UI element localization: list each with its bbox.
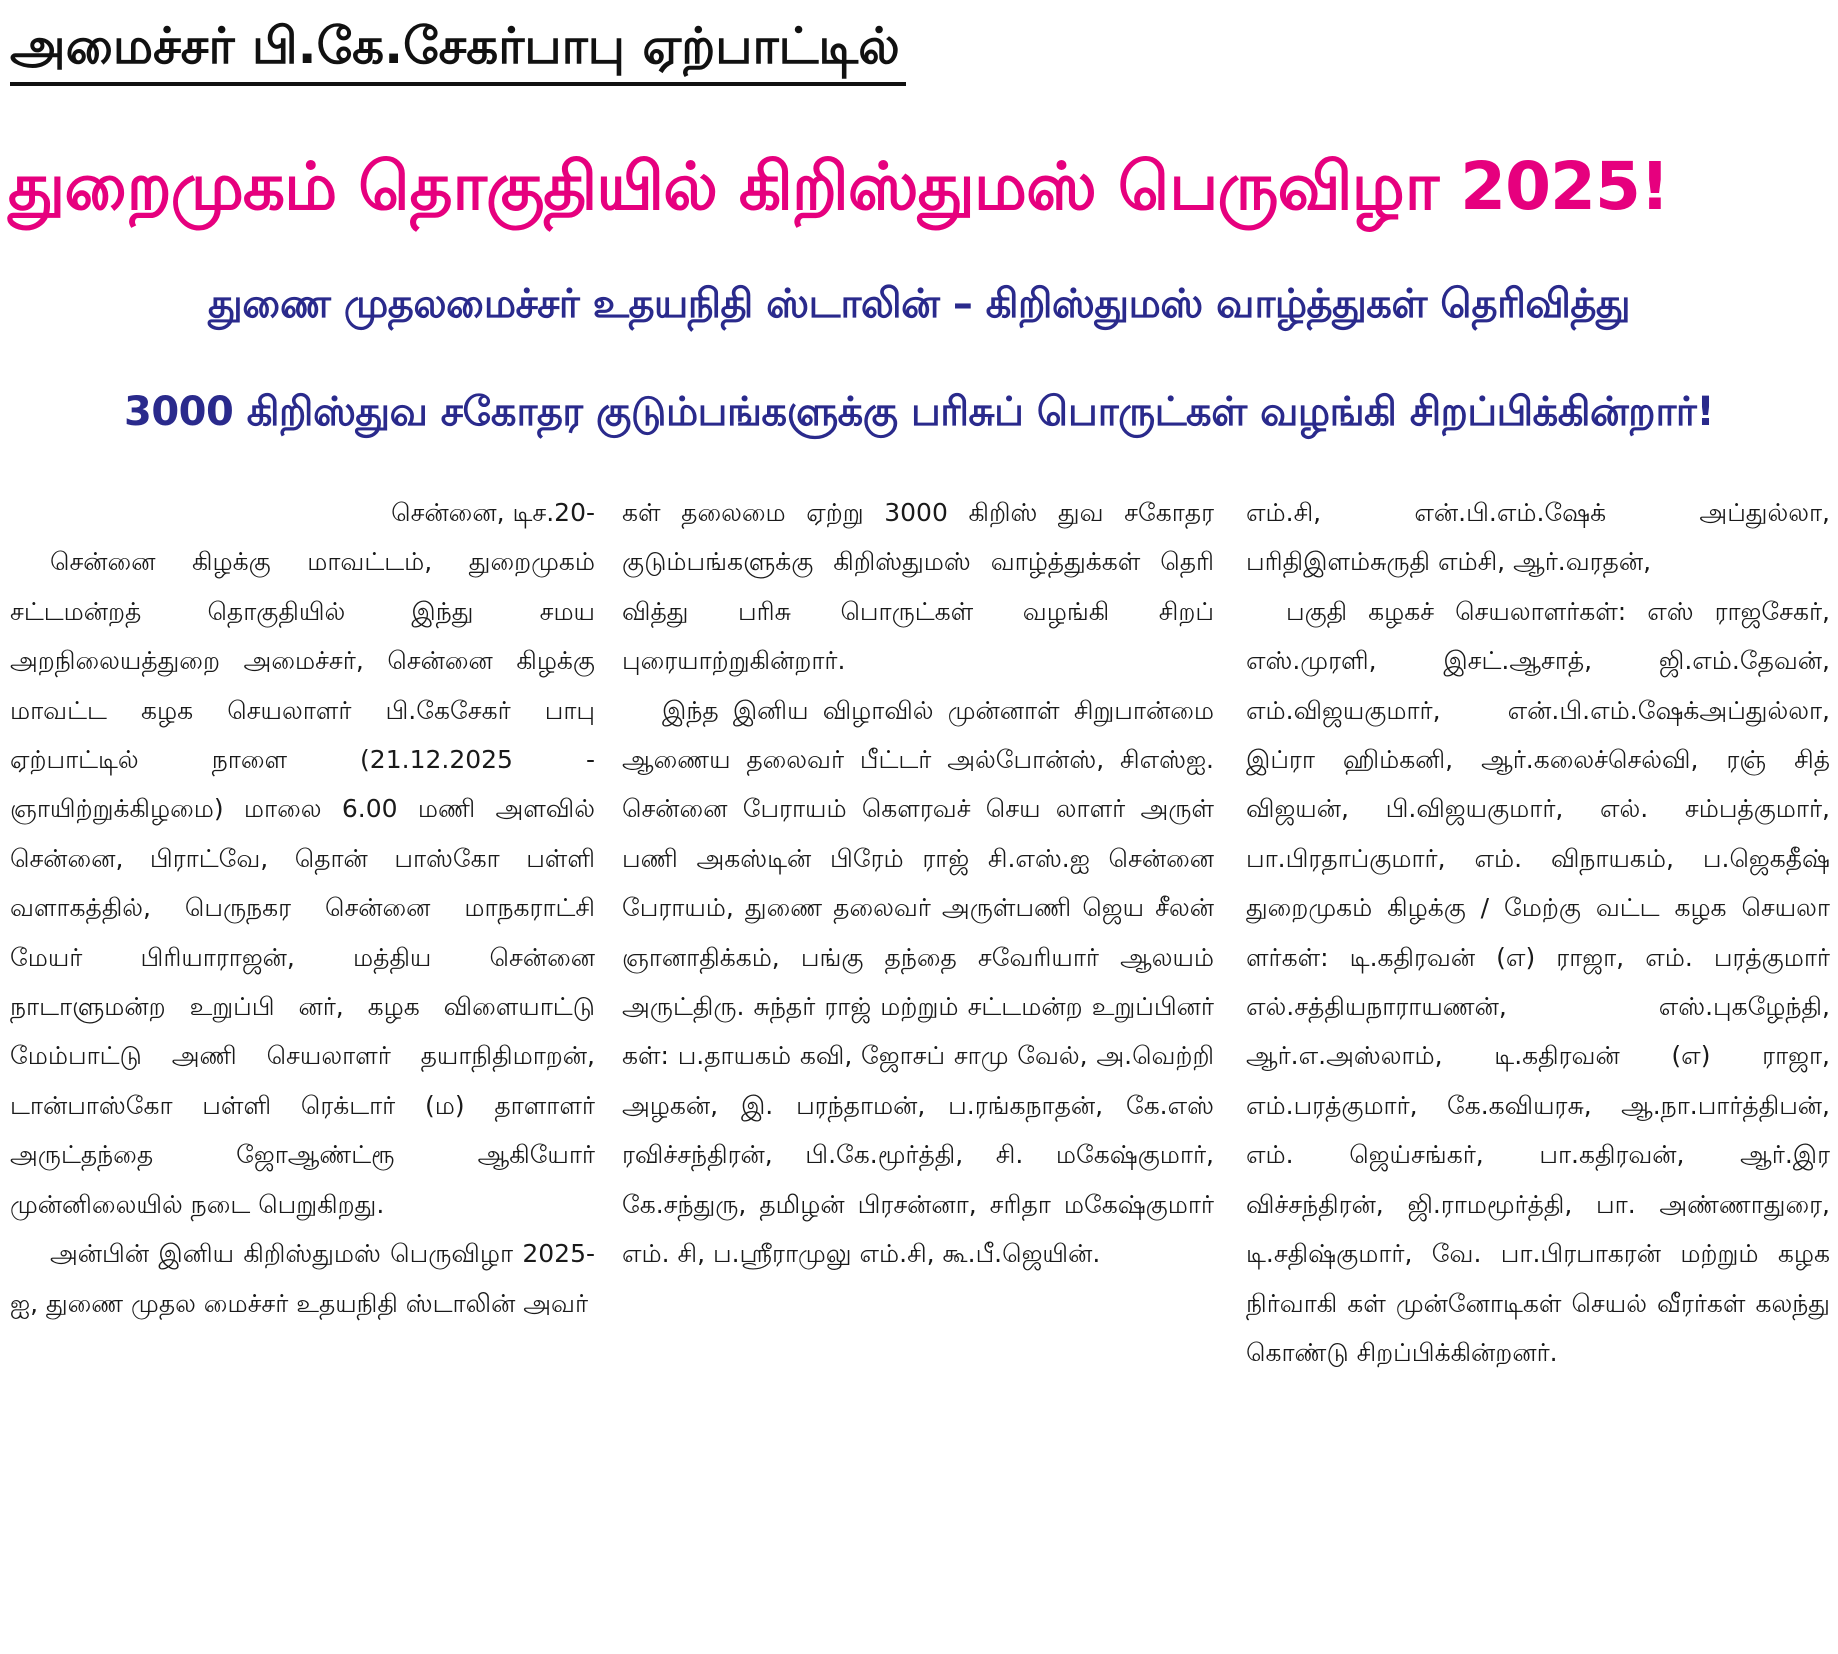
headline: துறைமுகம் தொகுதியில் கிறிஸ்துமஸ் பெருவிழா 2025!	[8, 148, 1669, 225]
subheading-line-1: துணை முதலமைச்சர் உதயநிதி ஸ்டாலின் – கிறிஸ்துமஸ் வாழ்த்துகள் தெரிவித்து	[208, 281, 1631, 327]
dateline: சென்னை, டிச.20-	[391, 498, 595, 527]
kicker-heading: அமைச்சர் பி.கே.சேகர்பாபு ஏற்பாட்டில்	[10, 10, 906, 86]
subheading-line-2: 3000 கிறிஸ்துவ சகோதர குடும்பங்களுக்கு பரிசுப் பொருட்கள் வழங்கி சிறப்பிக்கின்றார்!	[124, 389, 1715, 435]
article-column-1	[10, 488, 595, 1648]
article-column-3	[1246, 488, 1830, 1648]
article-column-2	[622, 488, 1214, 1648]
article-paragraph: அன்பின் இனிய கிறிஸ்துமஸ் பெருவிழா 2025-ஐ, துணை முதல மைச்சர் உதயநிதி ஸ்டாலின் அவர்	[10, 1239, 595, 1318]
article-paragraph: இந்த இனிய விழாவில் முன்னாள் சிறுபான்மை ஆணைய தலைவர் பீட்டர் அல்போன்ஸ், சிஎஸ்ஐ. சென்னை பேராயம் கௌரவச் செய லாளர் அருள் பணி அகஸ்டின் பிரேம் ராஜ் சி.எஸ்.ஐ சென்னை பேராயம், துணை தலைவர் அருள்பணி ஜெய சீலன் ஞானாதிக்கம், பங்கு தந்தை சவேரியார் ஆலயம் அருட்திரு. சுந்தர் ராஜ் மற்றும் சட்டமன்ற உறுப்பினர் கள்: ப.தாயகம் கவி, ஜோசப் சாமு வேல், அ.வெற்றி அழகன், இ. பரந்தாமன், ப.ரங்கநாதன், கே.எஸ் ரவிச்சந்திரன், பி.கே.மூர்த்தி, சி. மகேஷ்குமார், கே.சந்துரு, தமிழன் பிரசன்னா, சரிதா மகேஷ்குமார் எம். சி, ப.ஸ்ரீராமுலு எம்.சி, கூ.பீ.ஜெயின்.	[622, 695, 1214, 1269]
article-paragraph-continued: கள் தலைமை ஏற்று 3000 கிறிஸ் துவ சகோதர குடும்பங்களுக்கு கிறிஸ்துமஸ் வாழ்த்துக்கள் தெரி வித்து பரிசு பொருட்கள் வழங்கி சிறப் புரையாற்றுகின்றார்.	[622, 498, 1214, 676]
article-paragraph-continued: எம்.சி, என்.பி.எம்.ஷேக் அப்துல்லா, பரிதிஇளம்சுருதி எம்சி, ஆர்.வரதன்,	[1246, 498, 1830, 577]
article-paragraph: சென்னை கிழக்கு மாவட்டம், துறைமுகம் சட்டமன்றத் தொகுதியில் இந்து சமய அறநிலையத்துறை அமைச்சர், சென்னை கிழக்கு மாவட்ட கழக செயலாளர் பி.கேசேகர் பாபு ஏற்பாட்டில் நாளை (21.12.2025 - ஞாயிற்றுக்கிழமை) மாலை 6.00 மணி அளவில் சென்னை, பிராட்வே, தொன் பாஸ்கோ பள்ளி வளாகத்தில், பெருநகர சென்னை மாநகராட்சி மேயர் பிரியாராஜன், மத்திய சென்னை நாடாளுமன்ற உறுப்பி னர், கழக விளையாட்டு மேம்பாட்டு அணி செயலாளர் தயாநிதிமாறன், டான்பாஸ்கோ பள்ளி ரெக்டார் (ம) தாளாளர் அருட்தந்தை ஜோஆண்ட்ரூ ஆகியோர் முன்னிலையில் நடை பெறுகிறது.	[10, 547, 595, 1219]
article-paragraph: பகுதி கழகச் செயலாளர்கள்: எஸ் ராஜசேகர், எஸ்.முரளி, இசட்.ஆசாத், ஜி.எம்.தேவன், எம்.விஜயகுமார், என்.பி.எம்.ஷேக்அப்துல்லா, இப்ரா ஹிம்கனி, ஆர்.கலைச்செல்வி, ரஞ் சித் விஜயன், பி.விஜயகுமார், எல். சம்பத்குமார், பா.பிரதாப்குமார், எம். விநாயகம், ப.ஜெகதீஷ் துறைமுகம் கிழக்கு / மேற்கு வட்ட கழக செயலா ளர்கள்: டி.கதிரவன் (எ) ராஜா, எம். பரத்குமார் எல்.சத்தியநாராயணன், எஸ்.புகழேந்தி, ஆர்.எ.அஸ்லாம், டி.கதிரவன் (எ) ராஜா, எம்.பரத்குமார், கே.கவியரசு, ஆ.நா.பார்த்திபன், எம். ஜெய்சங்கர், பா.கதிரவன், ஆர்.இர விச்சந்திரன், ஜி.ராமமூர்த்தி, பா. அண்ணாதுரை, டி.சதிஷ்குமார், வே. பா.பிரபாகரன் மற்றும் கழக நிர்வாகி கள் முன்னோடிகள் செயல் வீரர்கள் கலந்து கொண்டு சிறப்பிக்கின்றனர்.	[1246, 596, 1830, 1367]
